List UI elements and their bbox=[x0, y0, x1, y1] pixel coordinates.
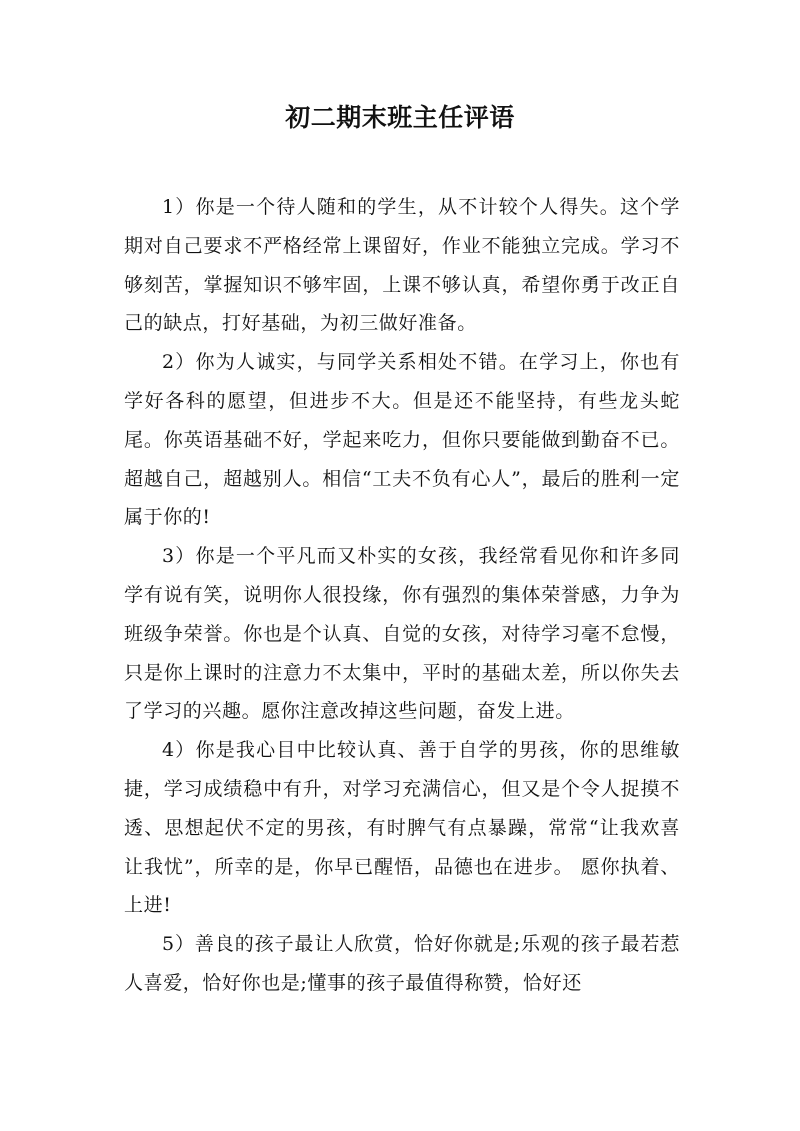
comment-paragraph-4: 4）你是我心目中比较认真、善于自学的男孩，你的思维敏捷，学习成绩稳中有升，对学习充满信心，但又是个令人捉摸不透、思想起伏不定的男孩，有时脾气有点暴躁，常常“让我欢喜让我忧”，所幸的是，你早已醒悟，品德也在进步。 愿你执着、上进! bbox=[124, 739, 680, 917]
comment-paragraph-1: 1）你是一个待人随和的学生，从不计较个人得失。这个学期对自己要求不严格经常上课留好，作业不能独立完成。学习不够刻苦，掌握知识不够牢固，上课不够认真，希望你勇于改正自己的缺点，打好基础，为初三做好准备。 bbox=[124, 196, 680, 335]
document-body bbox=[124, 188, 680, 1003]
comment-paragraph-5: 5）善良的孩子最让人欣赏，恰好你就是;乐观的孩子最若惹人喜爱，恰好你也是;懂事的孩子最值得称赞，恰好还 bbox=[124, 933, 680, 994]
comment-paragraph-2: 2）你为人诚实，与同学关系相处不错。在学习上，你也有学好各科的愿望，但进步不大。但是还不能坚持，有些龙头蛇尾。你英语基础不好，学起来吃力，但你只要能做到勤奋不已。超越自己，超越别人。相信“工夫不负有心人”，最后的胜利一定属于你的! bbox=[124, 351, 680, 529]
document-title: 初二期末班主任评语 bbox=[285, 103, 515, 132]
comment-paragraph-3: 3）你是一个平凡而又朴实的女孩，我经常看见你和许多同学有说有笑，说明你人很投缘，你有强烈的集体荣誉感，力争为班级争荣誉。你也是个认真、自觉的女孩，对待学习毫不怠慢，只是你上课时的注意力不太集中，平时的基础太差，所以你失去了学习的兴趣。愿你注意改掉这些问题，奋发上进。 bbox=[124, 545, 680, 723]
